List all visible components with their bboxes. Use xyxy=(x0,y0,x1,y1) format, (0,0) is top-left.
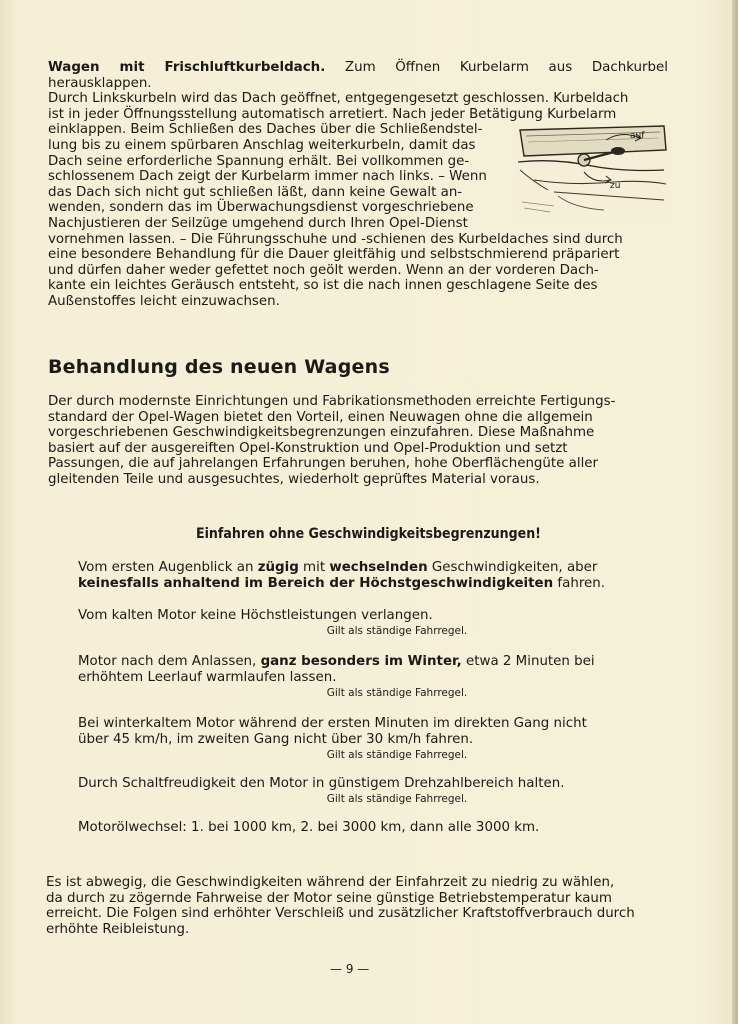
text-line: basiert auf der ausgereiften Opel-Konstruktion und Opel-Produktion und setzt xyxy=(48,440,568,456)
rule-note: Gilt als ständige Fahrregel. xyxy=(326,793,468,805)
section-title: Behandlung des neuen Wagens xyxy=(48,356,390,378)
rule-2 xyxy=(78,608,632,638)
text-line: das Dach sich nicht gut schließen läßt, dann keine Gewalt an- xyxy=(48,184,463,200)
rule-5 xyxy=(78,776,632,806)
text-line: Passungen, die auf jahrelangen Erfahrungen beruhen, hohe Oberflächengüte aller xyxy=(48,456,599,472)
rule-text: Motor nach dem Anlassen, xyxy=(78,654,261,669)
rule-note: Gilt als ständige Fahrregel. xyxy=(326,625,468,637)
rule-text: mit xyxy=(298,560,330,575)
text-line: ist in jeder Öffnungsstellung automatisch arretiert. Nach jeder Betätigung Kurbelarm xyxy=(48,106,617,122)
rule-4 xyxy=(78,716,632,762)
rule-text: fahren. xyxy=(553,576,606,591)
text-line: Es ist abwegig, die Geschwindigkeiten während der Einfahrzeit zu niedrig zu wählen, xyxy=(46,875,615,890)
rule-3 xyxy=(78,654,632,700)
text-line: einklappen. Beim Schließen des Daches über die Schließendstel- xyxy=(48,122,483,138)
text-line: erreicht. Die Folgen sind erhöhter Verschleiß und zusätzlicher Kraftstoffverbrauch durch xyxy=(46,906,635,922)
text-line: erhöhtem Leerlauf warmlaufen lassen. xyxy=(78,670,337,685)
text-line: eine besondere Behandlung für die Dauer gleitfähig und selbstschmierend präpariert xyxy=(48,247,620,263)
text-line: schlossenem Dach zeigt der Kurbelarm immer nach links. – Wenn xyxy=(48,169,487,185)
rule-text: Geschwindigkeiten, aber xyxy=(427,560,598,575)
crank-drawing xyxy=(514,122,670,218)
text-line: vornehmen lassen. – Die Führungsschuhe und -schienen des Kurbeldaches sind durch xyxy=(48,231,623,247)
text-line: kante ein leichtes Geräusch entsteht, so ist die nach innen geschlagene Seite des xyxy=(48,278,598,294)
text-line: Der durch modernste Einrichtungen und Fabrikationsmethoden erreichte Fertigungs- xyxy=(48,394,616,409)
text-line: Durch Linkskurbeln wird das Dach geöffnet, entgegengesetzt geschlossen. Kurbeldach xyxy=(48,91,629,107)
rule-6 xyxy=(78,820,632,836)
text-line xyxy=(48,60,668,91)
text-line: standard der Opel-Wagen bietet den Vorteil, einen Neuwagen ohne die allgemein xyxy=(48,409,593,425)
text-line: gleitenden Teile und ausgesuchtes, wiederholt geprüftes Material voraus. xyxy=(48,471,540,487)
open-label: auf xyxy=(630,131,645,141)
sunroof-crank-illustration xyxy=(514,122,670,218)
rule-note: Gilt als ständige Fahrregel. xyxy=(326,749,468,761)
text-line: erhöhte Reibleistung. xyxy=(46,921,190,937)
text-line: Dach seine erforderliche Spannung erhält. Bei vollkommen ge- xyxy=(48,153,470,169)
intro-paragraph xyxy=(48,394,664,488)
text-line: Vom kalten Motor keine Höchstleistungen verlangen. xyxy=(78,608,433,623)
rule-text: etwa 2 Minuten bei xyxy=(461,654,595,669)
text-line: Motorölwechsel: 1. bei 1000 km, 2. bei 3000 km, dann alle 3000 km. xyxy=(78,820,540,835)
text-line: Nachjustieren der Seilzüge umgehend durch Ihren Opel-Dienst xyxy=(48,215,468,231)
break-in-subheading: Einfahren ohne Geschwindigkeitsbegrenzungen! xyxy=(196,526,541,542)
rule-1 xyxy=(78,560,632,592)
closing-paragraph xyxy=(46,875,662,937)
text-line xyxy=(78,654,632,670)
text-line: Durch Schaltfreudigkeit den Motor in günstigem Drehzahlbereich halten. xyxy=(78,776,565,791)
rule-emphasis: wechselnden xyxy=(329,560,428,575)
text-line: da durch zu zögernde Fahrweise der Motor seine günstige Betriebstemperatur kaum xyxy=(46,890,612,906)
page-number: — 9 — xyxy=(330,962,370,976)
text-line: Bei winterkaltem Motor während der ersten Minuten im direkten Gang nicht xyxy=(78,716,587,731)
text-line: über 45 km/h, im zweiten Gang nicht über 30 km/h fahren. xyxy=(78,732,474,747)
page-edge xyxy=(732,0,738,1024)
text-line: und dürfen daher weder gefettet noch geölt werden. Wenn an der vorderen Dach- xyxy=(48,262,599,278)
text-line: vorgeschriebenen Geschwindigkeitsbegrenzungen einzufahren. Diese Maßnahme xyxy=(48,425,595,441)
text-line xyxy=(78,560,632,576)
sunroof-line1-rest: Zum Öffnen Kurbelarm aus Dachkurbel herausklappen. xyxy=(48,60,668,91)
text-line: wenden, sondern das im Überwachungsdienst vorgeschriebene xyxy=(48,200,474,216)
rule-text: Vom ersten Augenblick an xyxy=(78,560,258,575)
text-line: lung bis zu einem spürbaren Anschlag weiterkurbeln, damit das xyxy=(48,137,476,153)
rule-note: Gilt als ständige Fahrregel. xyxy=(326,687,468,699)
text-line xyxy=(78,576,632,592)
text-line: Außenstoffes leicht einzuwachsen. xyxy=(48,293,280,309)
rule-emphasis: ganz besonders im Winter, xyxy=(260,654,462,669)
rule-emphasis: zügig xyxy=(257,560,299,575)
rule-emphasis: keinesfalls anhaltend im Bereich der Höchstgeschwindigkeiten xyxy=(78,576,554,591)
sunroof-heading: Wagen mit Frischluftkurbeldach. xyxy=(48,60,326,75)
closed-label: zu xyxy=(610,181,621,191)
